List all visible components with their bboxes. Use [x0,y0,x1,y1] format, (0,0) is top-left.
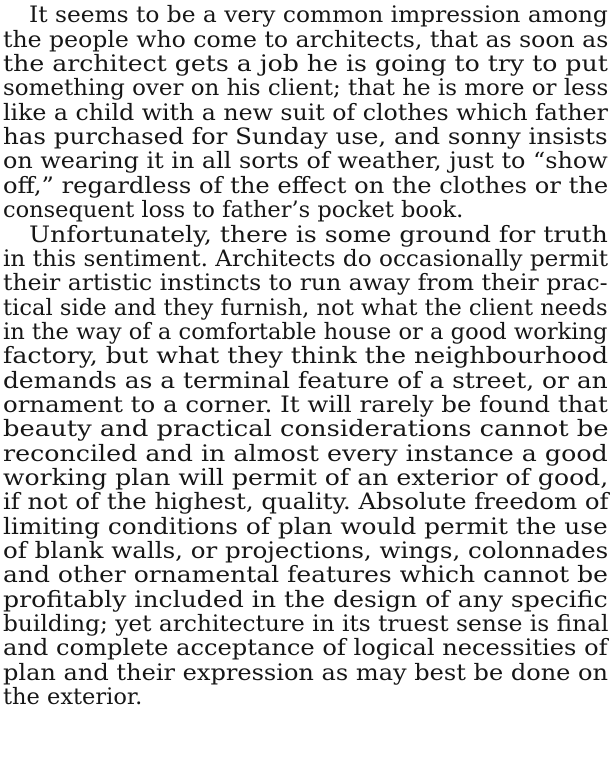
text-line: like a child with a new suit of clothes which father [3,100,608,126]
text-line: something over on his client; that he is more or less [3,75,609,101]
text-line: reconciled and in almost every instance a good [3,441,608,467]
text-line: working plan will permit of an exterior of good, [3,465,609,491]
text-line: profitably included in the design of any specific [3,587,608,613]
text-line: their artistic instincts to run away from their prac- [3,270,608,296]
text-line: off,” regardless of the effect on the clothes or the [3,173,609,199]
text-line: in this sentiment. Architects do occasionally permit [3,246,609,272]
text-line: on wearing it in all sorts of weather, just to “show [3,148,608,174]
text-line: has purchased for Sunday use, and sonny insists [3,124,608,150]
text-line: ornament to a corner. It will rarely be found that [3,392,608,418]
text-line: and other ornamental features which cannot be [3,562,608,588]
text-line: in the way of a comfortable house or a good working [3,319,608,345]
text-line: It seems to be a very common impression among [29,2,608,28]
text-line: if not of the highest, quality. Absolute freedom of [3,489,609,515]
text-line: tical side and they furnish, not what the client needs [3,295,608,321]
text-line: Unfortunately, there is some ground for truth [29,222,608,248]
text-line: plan and their expression as may best be done on [3,660,609,686]
text-line: of blank walls, or projections, wings, colonnades [3,538,609,564]
text-line: the exterior. [3,684,143,710]
text-line: beauty and practical considerations cannot be [3,416,609,442]
text-line: demands as a terminal feature of a street, or an [3,368,608,394]
text-line: consequent loss to father’s pocket book. [3,197,464,223]
text-line: building; yet architecture in its truest sense is final [3,611,609,637]
text-line: the people who come to architects, that as soon as [3,27,609,53]
text-line: factory, but what they think the neighbourhood [3,343,608,369]
text-line: limiting conditions of plan would permit the use [3,514,608,540]
text-line: and complete acceptance of logical necessities of [3,635,608,661]
text-line: the architect gets a job he is going to try to put [3,51,608,77]
